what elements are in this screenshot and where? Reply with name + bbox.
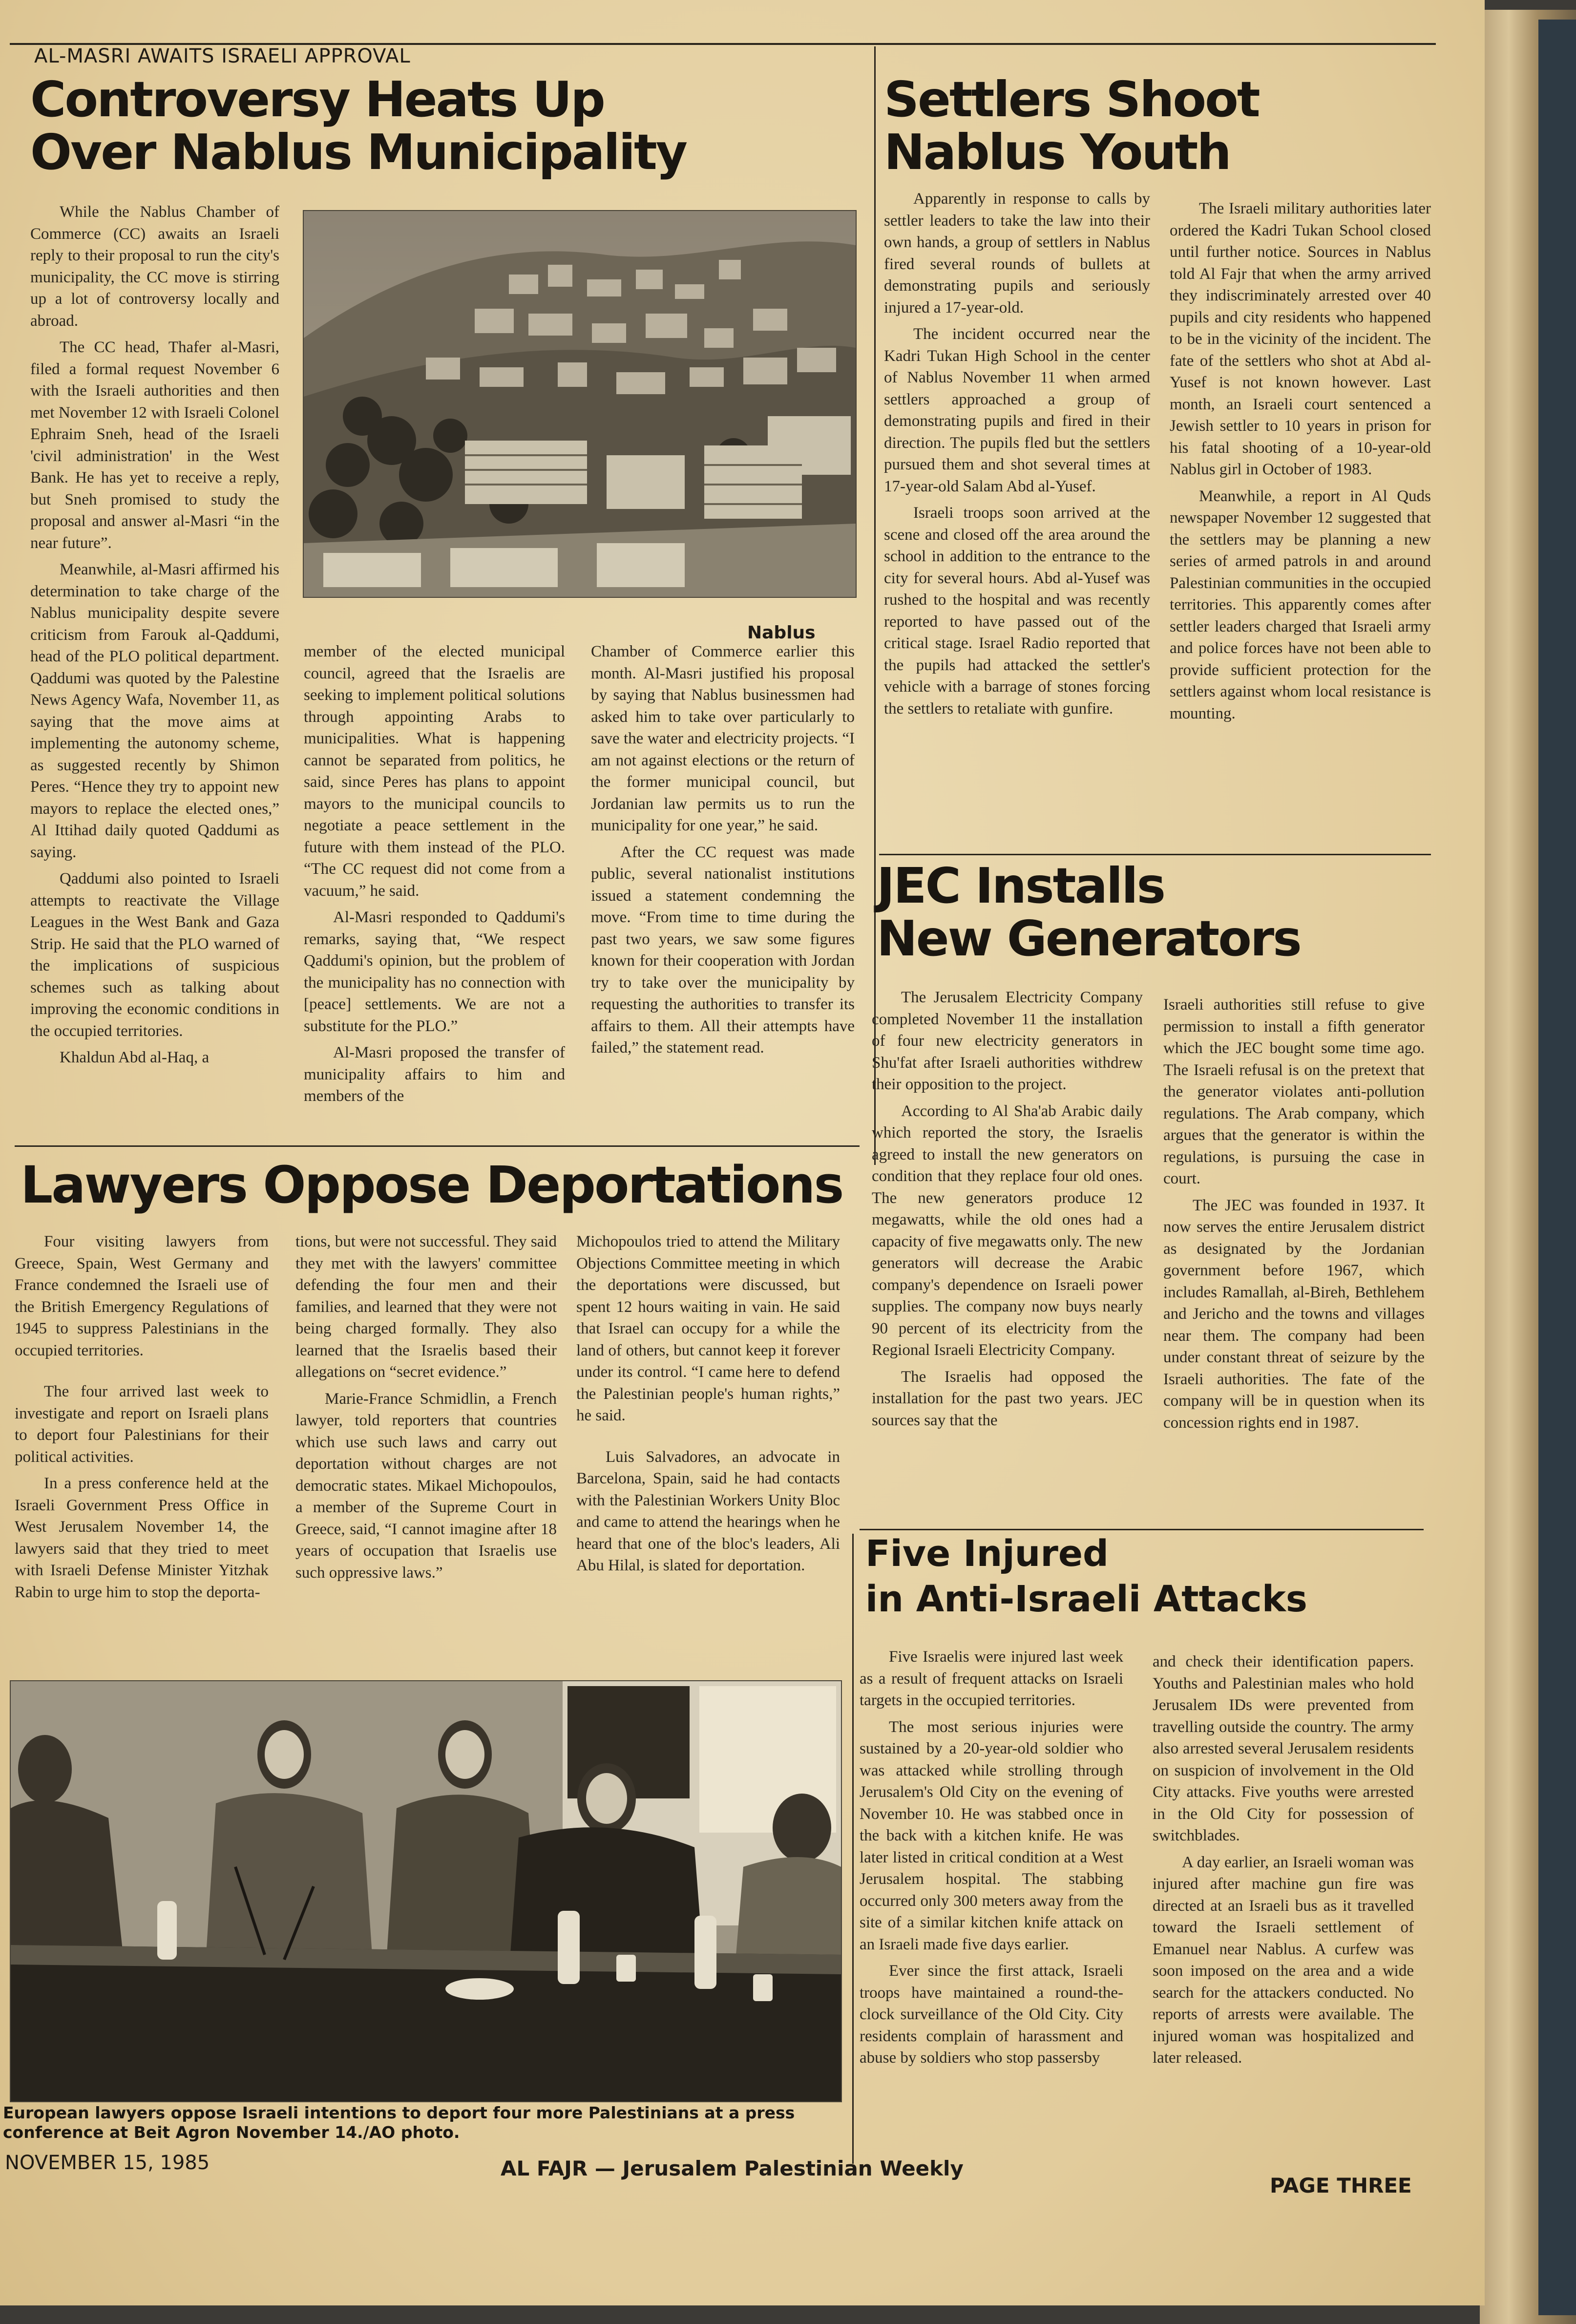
settlers-column-2: The Israeli military authorities later ordered the Kadri Tukan School closed until further notice. Sources in Nablus told Al Fajr that when the army arrived they indiscriminately arrested over 40 pupils and city residents who happened to be in the vicinity of the incident. The fate of the settlers who shot at Abd al-Yusef is not known however. Last month, an Israeli court sentenced a Jewish settler to 10 years in prison for his fatal shooting of a 10-year-old Nablus girl in October of 1983. Meanwhile, a report in Al Quds newspaper November 12 suggested that the settlers may be planning a new series of armed patrols in and around Palestinian communities in the occupied territories. This apparently comes after settler leaders charged that Israeli army and police forces have not been able to provide sufficient protection for the settlers against whom local resistance is mounting. (1170, 200, 1431, 722)
lawyers-column-3: Michopoulos tried to attend the Military Objections Committee meeting in which the deportations were discussed, but spent 12 hours waiting in vain. He said that Israel can occupy for a while the land of others, but cannot keep it forever under its control. “I came here to defend the Palestinian people's human rights,” he said. Luis Salvadores, an advocate in Barcelona, Spain, said he had contacts with the Palestinian Workers Unity Bloc and came to attend the hearings when he heard that one of the bloc's leaders, Ali Abu Hilal, is slated for deportation. (576, 1233, 840, 1574)
nablus-column-2: member of the elected municipal council, agreed that the Israelis are seeking to implement political solutions through appointing Arabs to municipalities. What is happening cannot be separated from politics, he said, since Peres has plans to appoint mayors to the municipal councils to negotiate a peace settlement in the future with them instead of the PLO. “The CC request did not come from a vacuum,” he said. Al-Masri responded to Qaddumi's remarks, saying that, “We respect Qaddumi's opinion, but the problem of the municipality has no connection with [peace] settlements. We are not a substitute for the PLO.” Al-Masri proposed the transfer of municipality affairs to him and members of the (304, 643, 565, 1105)
injured-column-2: and check their identification papers. Youths and Palestinian males who hold Jerusalem IDs were prevented from travelling outside the country. The army also arrested several Jerusalem residents on suspicion of involvement in the Old City attacks. Five youths were arrested in the Old City for possession of switchblades. A day earlier, an Israeli woman was injured after machine gun fire was directed at an Israeli bus as it travelled toward the Israeli settlement of Emanuel near Nablus. A curfew was soon imposed on the area and a wide search for the attackers conducted. No reports of arrests were available. The injured woman was hospitalized and later released. (1153, 1653, 1414, 2067)
nablus-column-1: While the Nablus Chamber of Commerce (CC) awaits an Israeli reply to their proposal to run the city's municipality, the CC move is stirring up a lot of controversy locally and abroad. The CC head, Thafer al-Masri, filed a formal request November 6 with the Israeli authorities and then met November 12 with Israeli Colonel Ephraim Sneh, head of the Israeli 'civil administration' in the West Bank. He has yet to receive a reply, but Sneh promised to study the proposal and answer al-Masri “in the near future”. Meanwhile, al-Masri affirmed his determination to take charge of the Nablus municipality despite severe criticism from Farouk al-Qaddumi, head of the PLO political department. Qaddumi was quoted by the Palestine News Agency Wafa, November 11, as saying that the move aims at implementing the autonomy scheme, as suggested recently by Shimon Peres. “Hence they try to appoint new mayors to replace the elected ones,” Al Ittihad daily quoted Qaddumi as saying. Qaddumi also pointed to Israeli attempts to reactivate the Village Leagues in the West Bank and Gaza Strip. He said that the PLO warned of the implications of suspicious schemes such as talking about improving the economic conditions in the occupied territories. Khaldun Abd al-Haq, a (30, 203, 279, 1066)
nablus-bottom-rule (15, 1145, 860, 1147)
settlers-bottom-rule (879, 854, 1431, 855)
nablus-column-3: Chamber of Commerce earlier this month. Al-Masri justified his proposal by saying that Nablus businessmen had asked him to take over particularly to save the water and electricity projects. “I am not against elections or the return of the former municipal council, but Jordanian law permits us to run the municipality for one year,” he said. After the CC request was made public, several nationalist institutions issued a statement condemning the move. “From time to time during the past two years, we saw some figures known for their cooperation with Jordan try to take over the municipality by requesting the authorities to transfer its affairs to them. All their attempts have failed,” the statement read. (591, 643, 855, 1056)
kicker: AL-MASRI AWAITS ISRAELI APPROVAL (34, 45, 411, 67)
jec-bottom-rule (860, 1529, 1424, 1530)
nablus-photo-label: Nablus (747, 623, 816, 643)
issue-date: NOVEMBER 15, 1985 (5, 2152, 210, 2174)
lawyers-column-2: tions, but were not successful. They said they met with the lawyers' committee defending the four men and their families, and learned that they were not being charged formally. They also learned that the Israelis based their allegations on “secret evidence.” Marie-France Schmidlin, a French lawyer, told reporters that countries which use such laws and carry out deportation without charges are not democratic states. Mikael Michopoulos, a member of the Supreme Court in Greece, said, “I cannot imagine after 18 years of occupation that Israelis use such oppressive laws.” (295, 1233, 557, 1582)
photo-caption: European lawyers oppose Israeli intentions to deport four more Palestinians at a press conference at Beit Agron November 14./AO photo. (3, 2103, 795, 2142)
lower-column-rule (852, 1534, 854, 2164)
injured-column-1: Five Israelis were injured last week as a result of frequent attacks on Israeli targets in the occupied territories. The most serious injuries were sustained by a 20-year-old soldier who was attacked while strolling through Jerusalem's Old City on the evening of November 10. He was stabbed once in the back with a kitchen knife. He was later listed in critical condition at a West Jerusalem hospital. The stabbing occurred only 300 meters away from the site of a similar kitchen knife attack on an Israeli made five days earlier. Ever since the first attack, Israeli troops have maintained a round-the-clock surveillance of the Old City. City residents complain of harassment and abuse by soldiers who stop passersby (860, 1648, 1123, 2067)
settlers-column-1: Apparently in response to calls by settler leaders to take the law into their own hands, a group of settlers in Nablus fired several rounds of bullets at demonstrating pupils and seriously injured a 17-year-old. The incident occurred near the Kadri Tukan High School in the center of Nablus November 11 when armed settlers approached a group of demonstrating pupils and fired in their direction. The pupils fled but the settlers pursued them and shot several times at 17-year-old Salam Abd al-Yusef. Israeli troops soon arrived at the scene and closed off the area around the school in addition to the entrance to the city for several hours. Abd al-Yusef was rushed to the hospital and was recently reported to have passed out of the critical stage. Israel Radio reported that the pupils had attacked the settler's vehicle with a barrage of stones forcing the settlers to retaliate with gunfire. (884, 190, 1150, 718)
page-number: PAGE THREE (1270, 2174, 1412, 2197)
lawyers-headline: Lawyers Oppose Deportations (21, 1155, 843, 1215)
nablus-city-photo (303, 210, 857, 598)
binding-edge (1538, 20, 1576, 2315)
press-conference-photo (10, 1680, 842, 2102)
jec-column-1: The Jerusalem Electricity Company completed November 11 the installation of four new electricity generators in Shu'fat after Israeli authorities withdrew their opposition to the project. According to Al Sha'ab Arabic daily which reported the story, the Israelis agreed to install the new generators on condition that they replace four old ones. The new generators produce 12 megawatts, while the old ones had a capacity of five megawatts only. The new generators will decrease the Arabic company's dependence on Israeli power supplies. The company now buys nearly 90 percent of its electricity from the Regional Israeli Electricity Company. The Israelis had opposed the installation for the past two years. JEC sources say that the (872, 989, 1143, 1429)
jec-headline: JEC Installs New Generators (877, 857, 1301, 967)
lawyers-column-1: Four visiting lawyers from Greece, Spain, West Germany and France condemned the Israeli use of the British Emergency Regulations of 1945 to suppress Palestinians in the occupied territories. The four arrived last week to investigate and report on Israeli plans to deport four Palestinians for their political activities. In a press conference held at the Israeli Government Press Office in West Jerusalem November 14, the lawyers said that they tried to meet with Israeli Defense Minister Yitzhak Rabin to urge him to stop the deporta- (15, 1233, 269, 1601)
nablus-headline: Controversy Heats Up Over Nablus Municipality (30, 71, 687, 181)
publication-name: AL FAJR — Jerusalem Palestinian Weekly (501, 2156, 964, 2180)
jec-column-2: Israeli authorities still refuse to give permission to install a fifth generator which the JEC bought some time ago. The Israeli refusal is on the pretext that the generator violates anti-pollution regulations. The Arab company, which argues that the generator is within the regulations, is pursuing the case in court. The JEC was founded in 1937. It now serves the entire Jerusalem district as designated by the Jordanian government before 1967, which includes Ramallah, al-Bireh, Bethlehem and Jericho and the towns and villages near them. The company had been under constant threat of seizure by the Israeli authorities. The fate of the company will be in question when its concession rights end in 1987. (1163, 996, 1425, 1432)
injured-headline: Five Injured in Anti-Israeli Attacks (865, 1533, 1307, 1620)
settlers-headline: Settlers Shoot Nablus Youth (884, 71, 1259, 181)
